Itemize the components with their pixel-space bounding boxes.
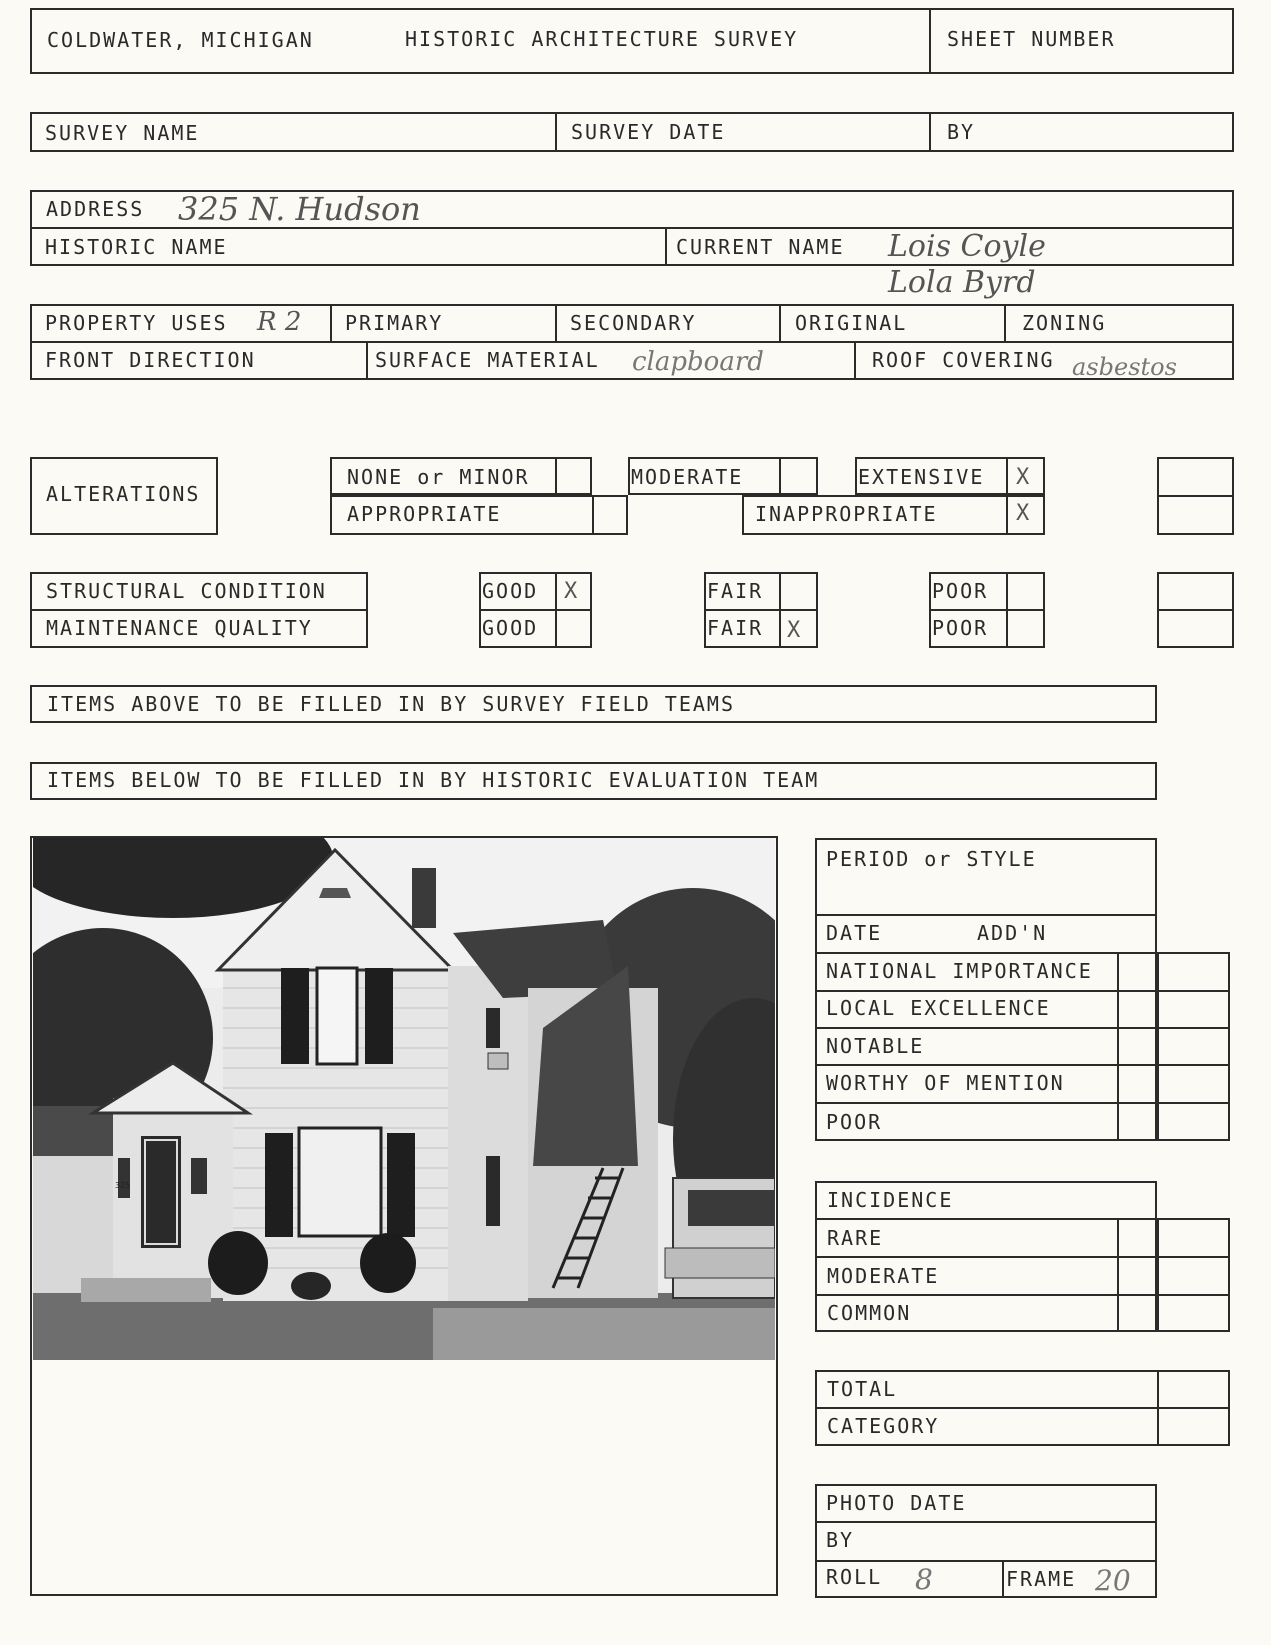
eval-div-date bbox=[815, 914, 1157, 916]
good-row-div bbox=[479, 609, 592, 611]
photo-info-col-div bbox=[1002, 1560, 1004, 1598]
totals-row-div bbox=[815, 1407, 1230, 1409]
note-below-text: ITEMS BELOW TO BE FILLED IN BY HISTORIC EVALUATION TEAM bbox=[47, 768, 820, 792]
evaluation-score-col-div bbox=[1157, 952, 1159, 1141]
eval-div-local bbox=[815, 990, 1230, 992]
rare-label: RARE bbox=[827, 1226, 884, 1250]
zoning-label: ZONING bbox=[1022, 311, 1107, 335]
property-div-3 bbox=[779, 304, 781, 341]
inappropriate-check-div bbox=[1006, 495, 1008, 535]
poor-check-div bbox=[1006, 572, 1008, 648]
historic-name-label: HISTORIC NAME bbox=[45, 235, 228, 259]
structural-good-label: GOOD bbox=[482, 579, 539, 603]
original-label: ORIGINAL bbox=[795, 311, 908, 335]
secondary-label: SECONDARY bbox=[570, 311, 697, 335]
photo-date-label: PHOTO DATE bbox=[826, 1491, 967, 1515]
current-name-value-2: Lola Byrd bbox=[888, 265, 1036, 300]
inc-div-moderate bbox=[815, 1256, 1230, 1258]
inappropriate-label: INAPPROPRIATE bbox=[755, 502, 938, 526]
photo-info-div-2 bbox=[815, 1560, 1157, 1562]
frame-label: FRAME bbox=[1006, 1567, 1077, 1591]
period-style-label: PERIOD or STYLE bbox=[826, 847, 1037, 871]
current-name-label: CURRENT NAME bbox=[676, 235, 845, 259]
inappropriate-check-mark: X bbox=[1016, 501, 1030, 526]
roof-covering-value: asbestos bbox=[1072, 353, 1177, 381]
extensive-check-div bbox=[1006, 457, 1008, 495]
maintenance-fair-label: FAIR bbox=[707, 616, 764, 640]
inc-div-common bbox=[815, 1294, 1230, 1296]
moderate-check-div bbox=[779, 457, 781, 495]
property-div-4 bbox=[1004, 304, 1006, 341]
incidence-moderate-label: MODERATE bbox=[827, 1264, 940, 1288]
identity-col-divider bbox=[665, 227, 667, 266]
inc-div-rare bbox=[815, 1218, 1230, 1220]
sheet-number-label: SHEET NUMBER bbox=[947, 27, 1116, 51]
alterations-label: ALTERATIONS bbox=[46, 482, 201, 506]
note-above-text: ITEMS ABOVE TO BE FILLED IN BY SURVEY FIELD TEAMS bbox=[47, 692, 736, 716]
eval-div-worthy bbox=[815, 1064, 1230, 1066]
survey-by-label: BY bbox=[947, 120, 976, 144]
structural-condition-label: STRUCTURAL CONDITION bbox=[46, 579, 327, 603]
surface-material-value: clapboard bbox=[632, 347, 764, 377]
current-name-value-1: Lois Coyle bbox=[888, 229, 1046, 264]
house-number-text: 325 bbox=[115, 1181, 131, 1190]
extensive-check-mark: X bbox=[1016, 465, 1030, 490]
moderate-label: MODERATE bbox=[631, 465, 744, 489]
photo-by-label: BY bbox=[826, 1528, 855, 1552]
eval-div-notable bbox=[815, 1027, 1230, 1029]
structural-good-check-mark: X bbox=[564, 579, 578, 604]
eval-div-poor bbox=[815, 1102, 1230, 1104]
photo-info-div-1 bbox=[815, 1521, 1157, 1523]
house-photo bbox=[33, 838, 775, 1360]
maintenance-fair-check-mark: X bbox=[787, 618, 801, 643]
date-label: DATE bbox=[826, 921, 883, 945]
national-importance-label: NATIONAL IMPORTANCE bbox=[826, 959, 1093, 983]
evaluation-score-box bbox=[1117, 952, 1230, 1141]
fair-check-div bbox=[779, 572, 781, 648]
front-direction-label: FRONT DIRECTION bbox=[45, 348, 256, 372]
roll-label: ROLL bbox=[826, 1565, 883, 1589]
common-label: COMMON bbox=[827, 1301, 912, 1325]
eval-poor-label: POOR bbox=[826, 1110, 883, 1134]
survey-name-label: SURVEY NAME bbox=[45, 121, 200, 145]
condition-row-div bbox=[30, 609, 368, 611]
alterations-score-div bbox=[1157, 495, 1234, 497]
maintenance-poor-label: POOR bbox=[932, 616, 989, 640]
frame-value: 20 bbox=[1095, 1564, 1131, 1597]
none-minor-check-div bbox=[555, 457, 557, 495]
notable-label: NOTABLE bbox=[826, 1034, 925, 1058]
property-div-2 bbox=[555, 304, 557, 341]
category-label: CATEGORY bbox=[827, 1414, 940, 1438]
property-div-6 bbox=[854, 341, 856, 380]
structural-poor-label: POOR bbox=[932, 579, 989, 603]
condition-score-div bbox=[1157, 609, 1234, 611]
totals-col-div bbox=[1157, 1370, 1159, 1446]
total-label: TOTAL bbox=[827, 1377, 898, 1401]
maintenance-good-label: GOOD bbox=[482, 616, 539, 640]
appropriate-label: APPROPRIATE bbox=[347, 502, 502, 526]
appropriate-check-div bbox=[592, 495, 594, 535]
surface-material-label: SURFACE MATERIAL bbox=[375, 348, 600, 372]
property-uses-value: R 2 bbox=[257, 307, 302, 337]
incidence-score-col-div bbox=[1157, 1218, 1159, 1332]
none-minor-label: NONE or MINOR bbox=[347, 465, 530, 489]
header-divider bbox=[929, 8, 931, 74]
survey-date-label: SURVEY DATE bbox=[571, 120, 726, 144]
local-excellence-label: LOCAL EXCELLENCE bbox=[826, 996, 1051, 1020]
property-div-1 bbox=[330, 304, 332, 341]
roof-covering-label: ROOF COVERING bbox=[872, 348, 1055, 372]
primary-label: PRIMARY bbox=[345, 311, 444, 335]
incidence-label: INCIDENCE bbox=[827, 1188, 954, 1212]
form-title: HISTORIC ARCHITECTURE SURVEY bbox=[405, 27, 799, 51]
incidence-score-box bbox=[1117, 1218, 1230, 1332]
addn-label: ADD'N bbox=[977, 921, 1048, 945]
worthy-of-mention-label: WORTHY OF MENTION bbox=[826, 1071, 1065, 1095]
survey-divider-1 bbox=[555, 112, 557, 152]
property-div-5 bbox=[366, 341, 368, 380]
property-row-divider bbox=[30, 341, 1234, 343]
address-value: 325 N. Hudson bbox=[178, 190, 421, 228]
extensive-label: EXTENSIVE bbox=[858, 465, 985, 489]
city-label: COLDWATER, MICHIGAN bbox=[47, 28, 314, 52]
poor-row-div bbox=[929, 609, 1045, 611]
survey-divider-2 bbox=[929, 112, 931, 152]
address-label: ADDRESS bbox=[46, 197, 145, 221]
roll-value: 8 bbox=[915, 1563, 933, 1596]
maintenance-quality-label: MAINTENANCE QUALITY bbox=[46, 616, 313, 640]
good-check-div bbox=[555, 572, 557, 648]
fair-row-div bbox=[704, 609, 818, 611]
property-uses-label: PROPERTY USES bbox=[45, 311, 228, 335]
structural-fair-label: FAIR bbox=[707, 579, 764, 603]
eval-div-national bbox=[815, 952, 1230, 954]
